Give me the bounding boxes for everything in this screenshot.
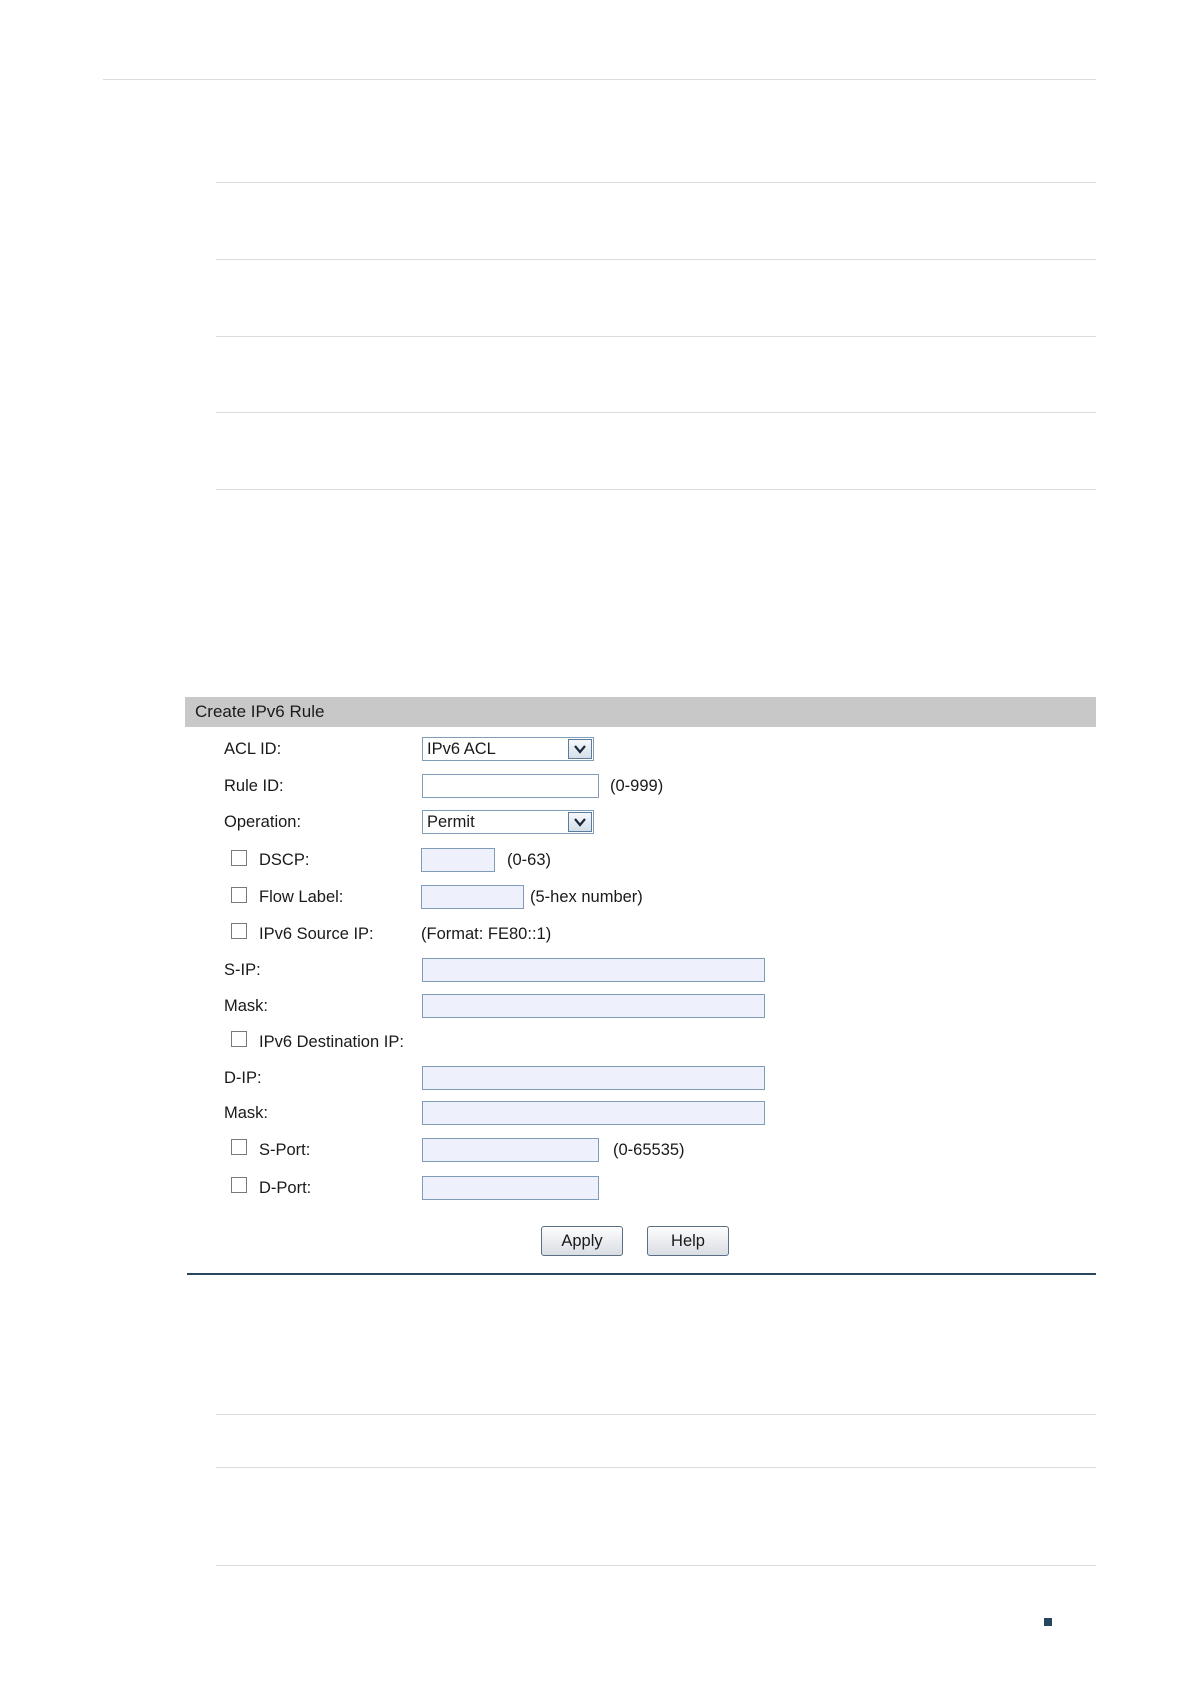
panel-header: [185, 697, 1096, 727]
dscp-label: DSCP:: [259, 851, 310, 869]
d-port-checkbox[interactable]: [231, 1177, 247, 1193]
d-port-input[interactable]: [422, 1176, 599, 1200]
panel-title: Create IPv6 Rule: [195, 702, 325, 721]
s-mask-input[interactable]: [422, 994, 765, 1018]
section-divider: [216, 259, 1096, 260]
s-port-input[interactable]: [422, 1138, 599, 1162]
flow-label-checkbox[interactable]: [231, 887, 247, 903]
section-divider: [216, 489, 1096, 490]
d-ip-input[interactable]: [422, 1066, 765, 1090]
section-divider: [216, 1565, 1096, 1566]
dscp-input[interactable]: [421, 848, 495, 872]
destination-ip-checkbox[interactable]: [231, 1031, 247, 1047]
page-marker-icon: [1044, 1618, 1052, 1626]
rule-id-hint: (0-999): [610, 777, 664, 795]
s-port-label: S-Port:: [259, 1141, 311, 1159]
dscp-checkbox[interactable]: [231, 850, 247, 866]
operation-select[interactable]: [422, 810, 594, 834]
destination-ip-label: IPv6 Destination IP:: [259, 1033, 404, 1051]
section-divider: [216, 1467, 1096, 1468]
s-ip-input[interactable]: [422, 958, 765, 982]
source-ip-label: IPv6 Source IP:: [259, 925, 374, 943]
source-ip-checkbox[interactable]: [231, 923, 247, 939]
create-ipv6-rule-panel: [185, 697, 1096, 1277]
s-mask-label: Mask:: [224, 997, 269, 1015]
acl-id-label: ACL ID:: [224, 740, 282, 758]
chevron-down-icon[interactable]: [568, 739, 592, 759]
section-divider: [216, 182, 1096, 183]
operation-value: Permit: [427, 813, 475, 831]
d-port-label: D-Port:: [259, 1179, 312, 1197]
chevron-down-icon[interactable]: [568, 812, 592, 832]
section-divider: [216, 1414, 1096, 1415]
d-ip-label: D-IP:: [224, 1069, 262, 1087]
flow-label-hint: (5-hex number): [530, 888, 643, 906]
flow-label-input[interactable]: [421, 885, 524, 909]
source-ip-format-hint: (Format: FE80::1): [421, 925, 552, 943]
operation-label: Operation:: [224, 813, 302, 831]
page-top-rule: [103, 79, 1096, 80]
d-mask-input[interactable]: [422, 1101, 765, 1125]
rule-id-label: Rule ID:: [224, 777, 284, 795]
panel-bottom-rule: [187, 1273, 1096, 1275]
flow-label-label: Flow Label:: [259, 888, 344, 906]
apply-button[interactable]: Apply: [541, 1226, 623, 1256]
s-ip-label: S-IP:: [224, 961, 261, 979]
s-port-hint: (0-65535): [613, 1141, 685, 1159]
d-mask-label: Mask:: [224, 1104, 269, 1122]
rule-id-input[interactable]: [422, 774, 599, 798]
s-port-checkbox[interactable]: [231, 1139, 247, 1155]
acl-id-value: IPv6 ACL: [427, 740, 496, 758]
dscp-hint: (0-63): [507, 851, 552, 869]
help-button[interactable]: Help: [647, 1226, 729, 1256]
acl-id-select[interactable]: [422, 737, 594, 761]
section-divider: [216, 336, 1096, 337]
section-divider: [216, 412, 1096, 413]
